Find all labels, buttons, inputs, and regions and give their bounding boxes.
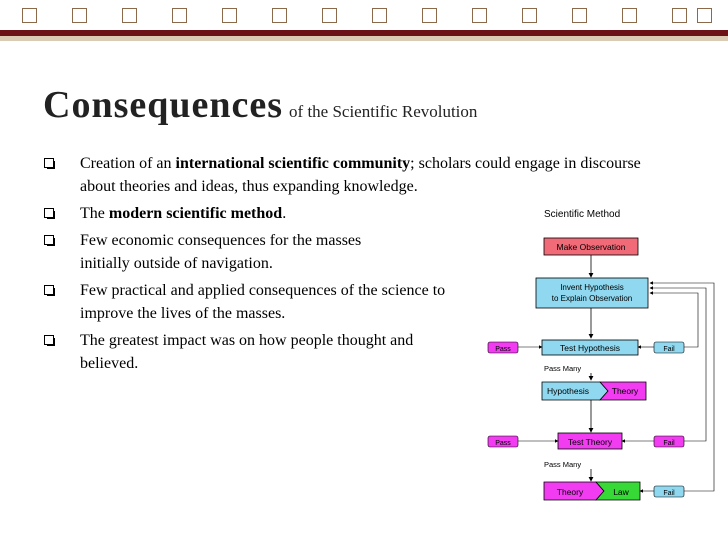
invent-hypothesis-line2: to Explain Observation [551,294,633,303]
pass-label-1: Pass [495,346,511,353]
decorative-squares-row [0,8,728,28]
bullet-box-icon [44,235,54,245]
decorative-square [372,8,387,23]
bullet-item [44,329,439,375]
top-decorative-band [0,0,728,46]
slide-title [43,86,477,124]
bullet-text: The [80,205,109,222]
bullet-text: . [282,205,287,222]
pass-many-2: Pass Many [544,460,582,469]
loop-fail-2 [650,288,706,441]
title-main: Consequences [43,84,284,126]
make-observation-label: Make Observation [556,242,626,252]
loop-fail-3 [650,283,714,491]
bullet-item [44,152,654,198]
bullet-box-icon [44,158,54,168]
decorative-square [672,8,687,23]
decorative-square [422,8,437,23]
decorative-square [22,8,37,23]
bullet-text: Creation of an [80,155,176,172]
law-label: Law [613,487,629,497]
bullet-box-icon [44,285,54,295]
hypothesis-label: Hypothesis [546,386,590,396]
bullet-bold-text: modern scientific method [108,205,283,222]
pass-label-2: Pass [495,440,511,447]
decorative-square [572,8,587,23]
bullet-box-icon [44,208,54,218]
title-subtitle: of the Scientific Revolution [289,102,478,121]
decorative-square [697,8,712,23]
flowchart-svg [480,200,720,510]
scientific-method-diagram [480,200,720,510]
decorative-square [322,8,337,23]
bullet-text: ; scholars could engage in discourse about theories and ideas, thus expanding knowledge. [80,155,641,195]
bullet-text: Few practical and applied consequences of the science to improve the lives of the masses. [80,282,446,322]
decorative-square [472,8,487,23]
theory-label: Theory [611,386,639,396]
decorative-square [172,8,187,23]
header-stripe-light [0,36,728,41]
pass-many-1: Pass Many [544,364,582,373]
decorative-square [122,8,137,23]
theory2-label: Theory [556,487,584,497]
bullet-bold-text: international scientific community [175,155,411,172]
fail-label-3: Fail [663,490,675,497]
loop-fail-1 [650,293,698,347]
diagram-title: Scientific Method [544,209,621,220]
decorative-square [622,8,637,23]
bullet-text: The greatest impact was on how people thought and believed. [80,332,414,372]
invent-hypothesis-line1: Invent Hypothesis [560,283,624,292]
decorative-square [272,8,287,23]
decorative-square [522,8,537,23]
decorative-square [72,8,87,23]
bullet-item [44,229,414,275]
decorative-square [222,8,237,23]
test-hypothesis-label: Test Hypothesis [560,343,620,353]
test-theory-label: Test Theory [567,437,613,447]
fail-label-1: Fail [663,346,675,353]
bullet-item [44,279,484,325]
bullet-box-icon [44,335,54,345]
fail-label-2: Fail [663,440,675,447]
bullet-text: Few economic consequences for the masses initially outside of navigation. [80,232,362,272]
